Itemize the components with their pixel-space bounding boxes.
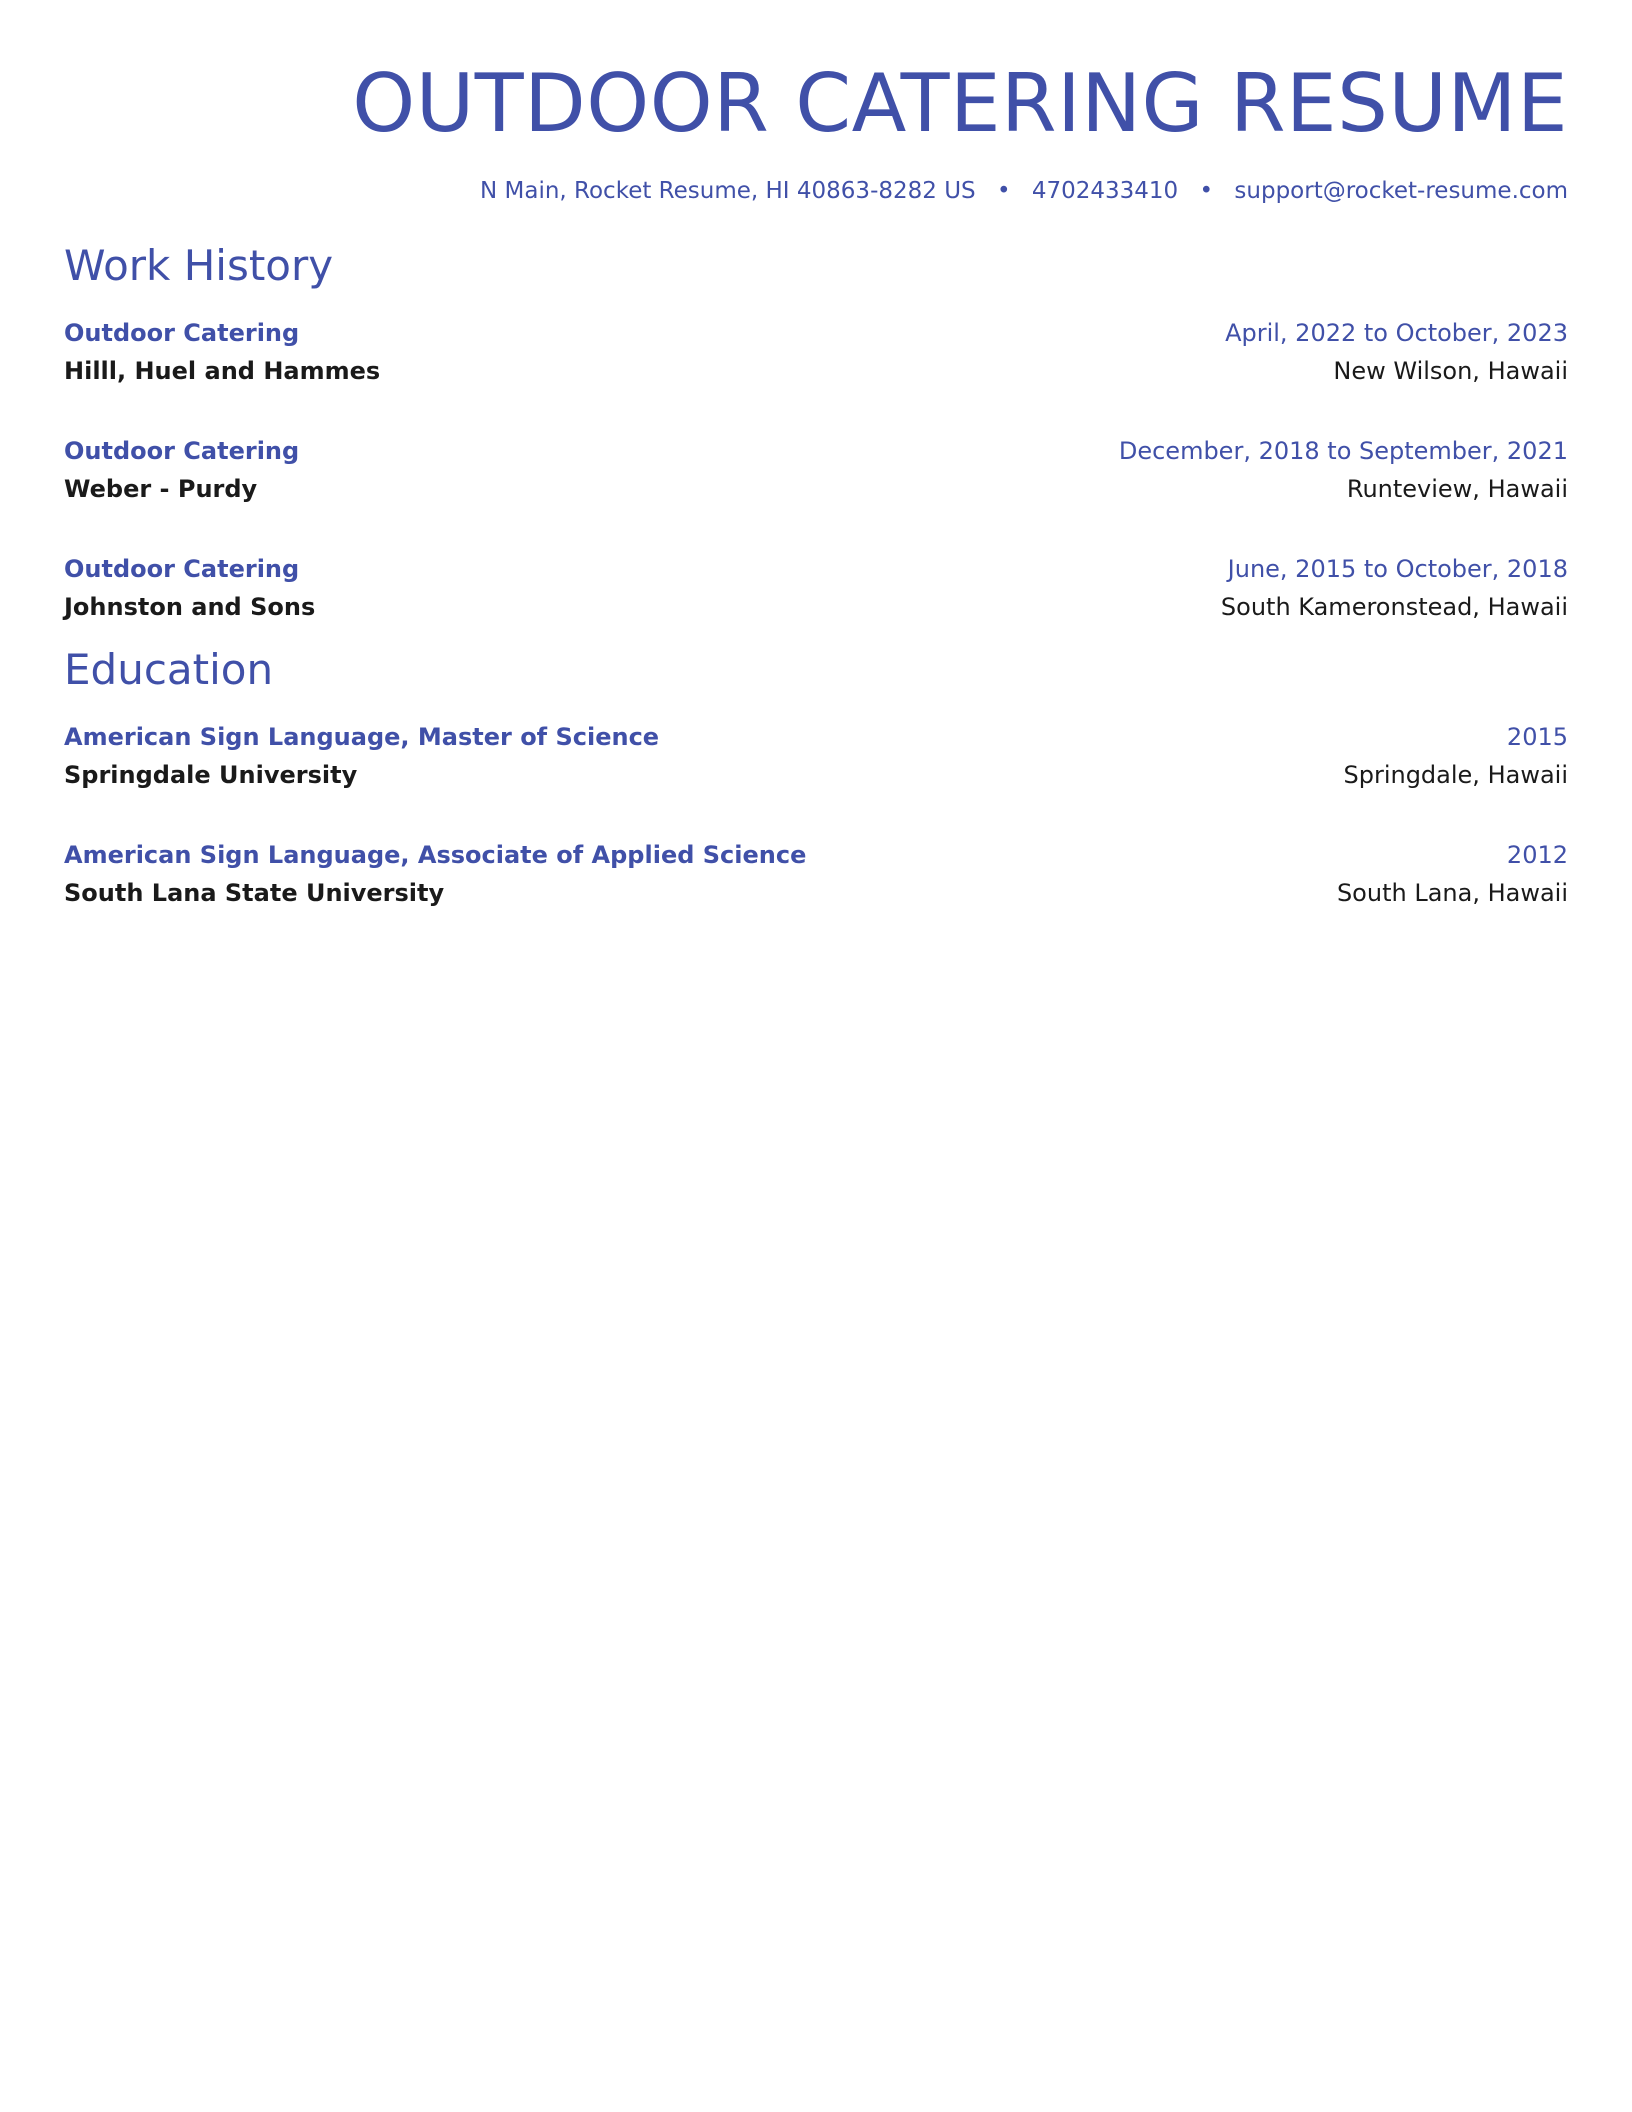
- work-history-section: [64, 314, 1568, 626]
- job-location: Runteview, Hawaii: [1346, 475, 1568, 503]
- job-title: Outdoor Catering: [64, 555, 300, 583]
- graduation-year: 2012: [1506, 841, 1568, 869]
- contact-separator: •: [1199, 178, 1214, 204]
- education-heading: Education: [64, 645, 274, 694]
- job-location: South Kameronstead, Hawaii: [1220, 593, 1568, 621]
- company-name: Hilll, Huel and Hammes: [64, 357, 381, 385]
- job-dates: December, 2018 to September, 2021: [1118, 437, 1568, 465]
- work-history-heading: Work History: [64, 241, 334, 290]
- company-name: Johnston and Sons: [64, 593, 316, 621]
- contact-separator: •: [996, 178, 1011, 204]
- work-entry: [64, 550, 1568, 626]
- school-name: Springdale University: [64, 761, 358, 789]
- education-entry: [64, 836, 1568, 912]
- education-entry: [64, 718, 1568, 794]
- company-name: Weber - Purdy: [64, 475, 258, 503]
- job-dates: June, 2015 to October, 2018: [1227, 555, 1568, 583]
- work-entry: [64, 314, 1568, 390]
- work-entry: [64, 432, 1568, 508]
- job-title: Outdoor Catering: [64, 437, 300, 465]
- contact-line: [64, 174, 1568, 208]
- graduation-year: 2015: [1506, 723, 1568, 751]
- resume-header: [64, 0, 1568, 208]
- contact-phone: 4702433410: [1031, 178, 1179, 204]
- education-section: [64, 718, 1568, 912]
- job-dates: April, 2022 to October, 2023: [1225, 319, 1568, 347]
- contact-address: N Main, Rocket Resume, HI 40863-8282 US: [479, 178, 976, 204]
- resume-title: OUTDOOR CATERING RESUME: [352, 57, 1568, 150]
- job-location: New Wilson, Hawaii: [1333, 357, 1568, 385]
- school-location: South Lana, Hawaii: [1336, 879, 1568, 907]
- degree-title: American Sign Language, Associate of Applied Science: [64, 841, 807, 869]
- contact-email: support@rocket-resume.com: [1234, 178, 1568, 204]
- school-location: Springdale, Hawaii: [1343, 761, 1568, 789]
- job-title: Outdoor Catering: [64, 319, 300, 347]
- degree-title: American Sign Language, Master of Science: [64, 723, 660, 751]
- school-name: South Lana State University: [64, 879, 445, 907]
